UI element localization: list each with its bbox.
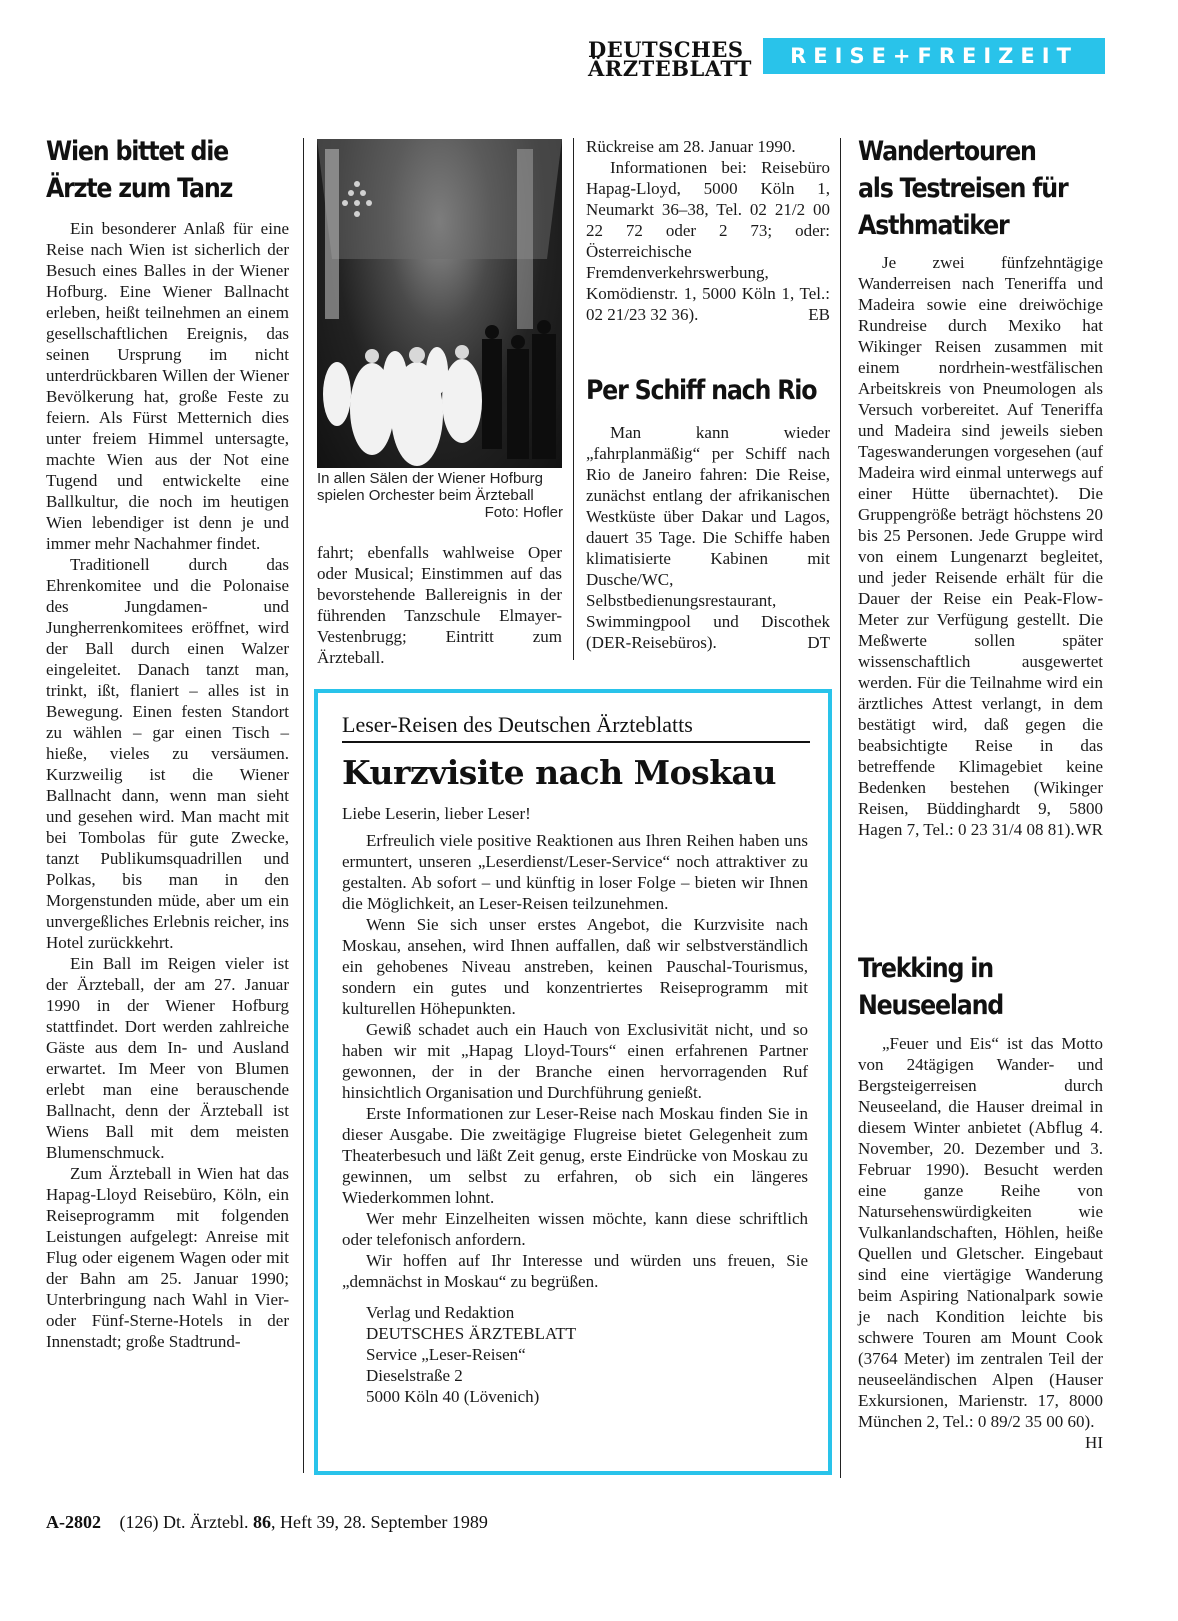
paragraph-text: Informationen bei: Reisebüro Hapag-Lloyd, 5000 Köln 1, Neumarkt 36–38, Tel. 02 21/2 00 22 72 oder 2 73; oder: Österreichische Fremdenverkehrswerbung, Komödienstr. 1, 5000 Köln 1, Tel.: 02 21/23 32 36). [586,158,830,324]
paragraph: fahrt; ebenfalls wahlweise Oper oder Musical; Einstimmen auf das bevorstehende Ballereignis in der führenden Tanzschule Elmayer-Vestenbrugg; Eintritt zum Ärzteball. [317,543,562,667]
ad-salutation: Liebe Leserin, lieber Leser! [342,804,531,823]
headline-line: Asthmatiker [858,210,1009,241]
article-body-wien-cont [317,542,562,668]
column-rule [573,138,574,660]
address-line: Verlag und Redaktion [366,1303,515,1322]
author-initials: HI [1085,1433,1103,1452]
paragraph [586,422,830,653]
masthead-line2: ÄRZTEBLATT [588,56,752,81]
paragraph: Zum Ärzteball in Wien hat das Hapag-Lloyd Reisebüro, Köln, ein Reiseprogramm mit folgenden Leistungen aufgelegt: Anreise mit Flug oder eigenem Wagen oder mit der Bahn am 25. Januar 1990; Unterbringung nach Wahl in Vier- oder Fünf-Sterne-Hotels in der Innenstadt; große Stadtrund- [46,1164,289,1351]
article-body-wandertouren [858,252,1103,840]
paragraph: Gewiß schadet auch ein Hauch von Exclusivität nicht, und so haben wir mit „Hapag Lloyd-Tours“ einen erfahrenen Partner gewonnen, der in der Branche einen hervorragenden Ruf hinsichtlich Organisation und Durchführung genießt. [342,1020,808,1102]
section-banner: REISE+FREIZEIT [763,38,1105,74]
address-line: Dieselstraße 2 [366,1366,463,1385]
footer-citation: (126) Dt. Ärztebl. [119,1512,249,1532]
address-line: DEUTSCHES ÄRZTEBLATT [366,1324,577,1343]
headline-line: Per Schiff nach Rio [586,375,817,406]
column-rule [840,138,841,1478]
paragraph-text: Man kann wieder „fahrplanmäßig“ per Schiff nach Rio de Janeiro fahren: Die Reise, zunächst entlang der afrikanischen Westküste über Dakar und Lagos, dauert 35 Tage. Die Schiffe haben klimatisierte Kabinen mit Dusche/WC, Selbstbedienungsrestaurant, Swimmingpool und Discothek (DER-Reisebüros). [586,423,830,652]
headline-line: Wandertouren [858,136,1036,167]
masthead-line1: DEUTSCHES [588,37,744,62]
headline-line: Wien bittet die [46,136,229,167]
article-body-trekking [858,1033,1103,1453]
headline-line: als Testreisen für [858,173,1068,204]
ad-address [342,1302,808,1407]
headline-rio [586,372,817,409]
author-initials: EB [808,305,830,324]
masthead-title [588,37,753,81]
paragraph: Traditionell durch das Ehrenkomitee und die Polonaise des Jungdamen- und Jungherrenkomitees eröffnet, wird der Ball durch einen Walzer eingeleitet. Danach tanzt man, trinkt, ißt, flaniert – alles ist in Bewegung. Einen festen Standort zu wählen – gar einen Tisch – hieße, vieles zu versäumen. Kurzweilig ist die Wiener Ballnacht dann, wenn man sieht und gesehen wird. Man macht mit bei Tombolas für gute Zwecke, tanzt Publikumsquadrillen und Polkas, bis man in den Morgenstunden müde, aber um ein unvergeßliches Erlebnis reicher, ins Hotel zurückkehrt. [46,555,289,952]
headline-line: Neuseeland [858,990,1004,1021]
ballroom-illustration [317,139,562,468]
paragraph [858,1033,1103,1452]
paragraph-text: Je zwei fünfzehntägige Wanderreisen nach Teneriffa und Madeira sowie eine dreiwöchige Rundreise durch Mexiko hat Wikinger Reisen zusammen mit einem nordrhein-westfälischen Arbeitskreis von Pneumologen als Versuch vorbereitet. Auf Teneriffa und Madeira sind jeweils sieben Tageswanderungen vorgesehen (auf Madeira wird einmal unterwegs auf einer Hütte übernachtet). Die Gruppengröße beträgt höchstens 20 bis 25 Personen. Jede Gruppe wird von einem Lungenarzt begleitet, und jeder Reisende erhält für die Dauer der Reise ein Peak-Flow-Meter zur Verfügung gestellt. Die Meßwerte sollen später wissenschaftlich ausgewertet werden. Für die Teilnahme wird ein ärztliches Attest verlangt, in dem bestätigt wird, daß gegen die beabsichtigte Reise in das betreffende Klimagebiet keine Bedenken bestehen (Wikinger Reisen, Büddinghardt 9, 5800 Hagen 7, Tel.: 0 23 31/4 08 81). [858,253,1103,839]
paragraph: Ein Ball im Reigen vieler ist der Ärzteball, der am 27. Januar 1990 in der Wiener Hofburg stattfindet. Dort werden zahlreiche Gäste aus dem In- und Ausland erwartet. Im Meer von Blumen erlebt man eine berauschende Ballnacht, denn der Ärzteball ist Wiens Ball mit dem meisten Blumenschmuck. [46,954,289,1162]
paragraph: Erfreulich viele positive Reaktionen aus Ihren Reihen haben uns ermuntert, unseren „Leserdienst/Leser-Service“ noch attraktiver zu gestalten. Ab sofort – und künftig in loser Folge – bieten wir Ihnen die Möglichkeit, an Leser-Reisen teilzunehmen. [342,831,808,913]
headline-wandertouren [858,133,1078,244]
address-line: Service „Leser-Reisen“ [366,1345,526,1364]
ad-title: Kurzvisite nach Moskau [342,753,776,792]
paragraph: Ein besonderer Anlaß für eine Reise nach Wien ist sicherlich der Besuch eines Balles in der Wiener Hofburg. Eine Wiener Ballnacht erleben, heißt teilnehmen an einem gesellschaftlichen Ereignis, das seinen Ursprung im nicht unterdrückbaren Willen der Wiener Bevölkerung hat, große Feste zu feiern. Als Fürst Metternich dies unter freiem Himmel untersagte, machte Wien aus der Not eine Tugend und entwickelte eine Ballkultur, die noch im heutigen Wien lebendiger ist denn je und immer mehr Nachahmer findet. [46,219,289,553]
photo-credit: Foto: Hofler [484,504,563,521]
paragraph: Erste Informationen zur Leser-Reise nach Moskau finden Sie in dieser Ausgabe. Die zweitägige Flugreise bietet Gelegenheit zum Theaterbesuch und läßt Zeit genug, erste Eindrücke von Moskau zu gewinnen, um selbst zu erfahren, ob sich ein längeres Wiederkommen lohnt. [342,1104,808,1207]
article-body-wien [46,218,289,1352]
ad-kicker: Leser-Reisen des Deutschen Ärzteblatts [342,711,810,743]
ad-box [314,689,832,1475]
author-initials: WR [1075,820,1103,839]
paragraph [586,157,830,325]
ad-body [342,803,808,1407]
paragraph: Wenn Sie sich unser erstes Angebot, die Kurzvisite nach Moskau, ansehen, wird Ihnen auffallen, daß wir selbstverständlich ein gehobenes Niveau anstreben, keinen Pauschal-Tourismus, sondern ein gutes und konzentriertes Reiseprogramm mit kulturellen Höhepunkten. [342,915,808,1018]
footer-volume: 86 [252,1512,271,1532]
headline-trekking [858,950,1078,1024]
author-initials: DT [807,633,830,652]
article-body-rio [586,422,830,653]
column-rule [303,138,304,1473]
paragraph [858,252,1103,840]
article-body-wien-col3 [586,136,830,325]
paragraph-text: „Feuer und Eis“ ist das Motto von 24tägigen Wander- und Bergsteigerreisen durch Neuseeland, die Hauser dreimal in diesem Winter anbietet (Abflug 4. November, 20. Dezember und 3. Februar 1990). Besucht werden eine ganze Reihe von Natursehenswürdigkeiten wie Vulkanlandschaften, Höhlen, heiße Quellen und Gletscher. Eingebaut sind eine viertägige Wanderung beim Aspiring Nationalpark sowie je nach Kondition leichte bis schwere Touren am Mount Cook (3764 Meter) im zentralen Teil der neuseeländischen Alpen (Hauser Exkursionen, Marienstr. 17, 8000 München 2, Tel.: 0 89/2 35 00 60). [858,1034,1103,1431]
paragraph: Wer mehr Einzelheiten wissen möchte, kann diese schriftlich oder telefonisch anfordern. [342,1209,808,1249]
footer-issue: , Heft 39, 28. September 1989 [270,1512,488,1532]
headline-line: Trekking in [858,953,993,984]
page-number: A-2802 [46,1512,101,1532]
paragraph: Wir hoffen auf Ihr Interesse und würden uns freuen, Sie „demnächst in Moskau“ zu begrüßen. [342,1251,808,1291]
paragraph: Rückreise am 28. Januar 1990. [586,137,796,156]
address-line: 5000 Köln 40 (Lövenich) [366,1387,540,1406]
ball-photo [317,139,562,468]
caption-text: In allen Sälen der Wiener Hofburg spielen Orchester beim Ärzteball [317,470,543,504]
photo-caption [317,470,563,521]
page-footer [46,1511,746,1533]
headline-line: Ärzte zum Tanz [46,173,233,204]
headline-wien [46,133,275,207]
